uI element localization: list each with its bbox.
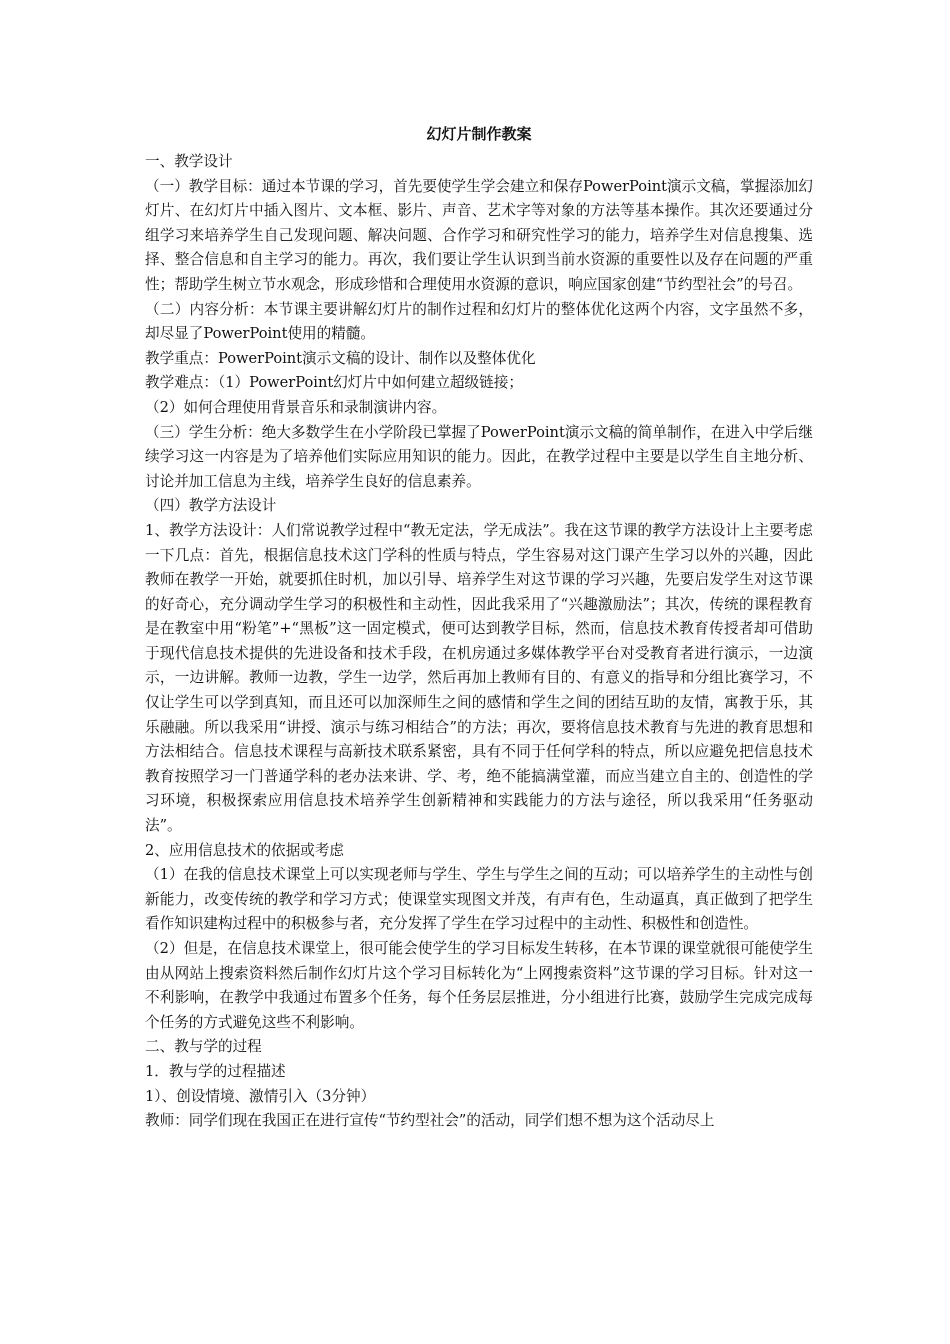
subheading-process-description: 1．教与学的过程描述 (145, 1062, 286, 1080)
paragraph-student-analysis: （三）学生分析：绝大多数学生在小学阶段已掌握了PowerPoint演示文稿的简单制作，在进入中学后继续学习这一内容是为了培养他们实际应用知识的能力。因此，在教学过程中主要是以学生自主地分析、讨论并加工信息为主线，培养学生良好的信息素养。 (145, 423, 813, 490)
subheading-method-design: （四）教学方法设计 (145, 497, 277, 515)
paragraph-difficulties: 教学难点：（1）PowerPoint幻灯片中如何建立超级链接； (145, 374, 523, 392)
paragraph-difficulty-2: （2）如何合理使用背景音乐和录制演讲内容。 (145, 398, 447, 416)
paragraph-teaching-goals: （一）教学目标：通过本节课的学习，首先要使学生学会建立和保存PowerPoint演示文稿，掌握添加幻灯片、在幻灯片中插入图片、文本框、影片、声音、艺术字等对象的方法等基本操作。其次还要通过分组学习来培养学生自己发现问题、解决问题、合作学习和研究性学习的能力，培养学生对信息搜集、选择、整合信息和自主学习的能力。再次，我们要让学生认识到当前水资源的重要性以及存在问题的严重性；帮助学生树立节水观念，形成珍惜和合理使用水资源的意识，响应国家创建“节约型社会”的号召。 (145, 177, 813, 293)
paragraph-content-analysis: （二）内容分析：本节课主要讲解幻灯片的制作过程和幻灯片的整体优化这两个内容，文字虽然不多，却尽显了PowerPoint使用的精髓。 (145, 300, 813, 343)
paragraph-teacher-intro: 教师：同学们现在我国正在进行宣传“节约型社会”的活动，同学们想不想为这个活动尽上 (145, 1112, 715, 1130)
subheading-scenario-intro: 1）、创设情境、激情引入（3分钟） (145, 1087, 376, 1105)
paragraph-method-design: 1、教学方法设计：人们常说教学过程中“教无定法，学无成法”。我在这节课的教学方法设计上主要考虑一下几点：首先，根据信息技术这门学科的性质与特点，学生容易对这门课产生学习以外的兴趣，因此教师在教学一开始，就要抓住时机，加以引导、培养学生对这节课的学习兴趣，先要启发学生对这节课的好奇心，充分调动学生学习的积极性和主动性，因此我采用了“兴趣激励法”；其次，传统的课程教育是在教室中用“粉笔”+“黑板”这一固定模式，便可达到教学目标，然而，信息技术教育传授者却可借助于现代信息技术提供的先进设备和技术手段，在机房通过多媒体教学平台对受教育者进行演示，一边演示，一边讲解。教师一边教，学生一边学，然后再加上教师有目的、有意义的指导和分组比赛学习，不仅让学生可以学到真知，而且还可以加深师生之间的感情和学生之间的团结互助的友情，寓教于乐，其乐融融。所以我采用“讲授、演示与练习相结合”的方法；再次，要将信息技术教育与先进的教育思想和方法相结合。信息技术课程与高新技术联系紧密，具有不同于任何学科的特点，所以应避免把信息技术教育按照学习一门普通学科的老办法来讲、学、考，绝不能搞满堂灌，而应当建立自主的、创造性的学习环境，积极探索应用信息技术培养学生创新精神和实践能力的方法与途径，所以我采用“任务驱动法”。 (145, 521, 813, 835)
section-heading-teaching-design: 一、教学设计 (145, 153, 233, 170)
document-body (145, 122, 813, 1134)
section-heading-process: 二、教与学的过程 (145, 1038, 262, 1056)
paragraph-it-basis-1: （1）在我的信息技术课堂上可以实现老师与学生、学生与学生之间的互动；可以培养学生的主动性与创新能力，改变传统的教学和学习方式；使课堂实现图文并茂，有声有色，生动逼真，真正做到了把学生看作知识建构过程中的积极参与者，充分发挥了学生在学习过程中的主动性、积极性和创造性。 (145, 866, 813, 933)
document-title: 幻灯片制作教案 (426, 125, 532, 143)
paragraph-it-basis-2: （2）但是，在信息技术课堂上，很可能会使学生的学习目标发生转移，在本节课的课堂就很可能使学生由从网站上搜索资料然后制作幻灯片这个学习目标转化为“上网搜索资料”这节课的学习目标。针对这一不利影响，在教学中我通过布置多个任务，每个任务层层推进，分小组进行比赛，鼓励学生完成完成每个任务的方式避免这些不利影响。 (145, 940, 813, 1031)
subheading-it-basis: 2、应用信息技术的依据或考虑 (145, 841, 345, 859)
paragraph-key-points: 教学重点：PowerPoint演示文稿的设计、制作以及整体优化 (145, 349, 536, 367)
